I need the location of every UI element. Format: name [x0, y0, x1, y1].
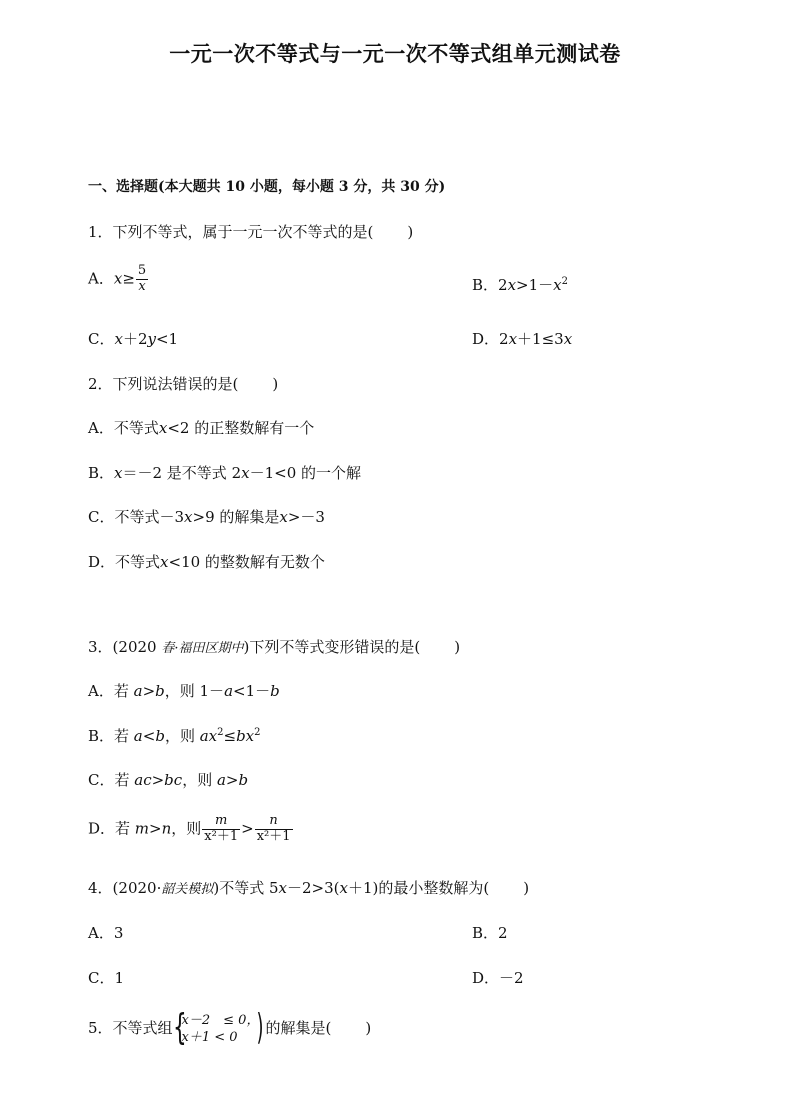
q1-a-numerator: 5 — [137, 263, 147, 278]
q3-d-f2-numerator: n — [269, 813, 278, 828]
q3-d-f1-denominator: x²＋1 — [204, 828, 239, 844]
q3-c-t3: ，则 — [182, 771, 217, 789]
q3-stem-a: 3．(2020 — [88, 638, 162, 656]
q3-stem-close: ) — [454, 638, 461, 656]
q3-b-sup1: 2 — [217, 727, 224, 738]
q3-d-t1: D．若 — [88, 819, 135, 838]
q2-b-t2: －1<0 的一个解 — [249, 464, 362, 482]
q3-b-v2: b — [155, 727, 165, 745]
q3-b-t1: B．若 — [88, 727, 134, 745]
q1-c-v2: y — [147, 330, 156, 348]
q1-b-v2: x — [553, 276, 562, 294]
q3-c-v1: ac — [134, 771, 152, 789]
q3-c-v2: bc — [164, 771, 183, 789]
q1-c-v1: x — [114, 330, 123, 348]
q3-b-t2: < — [142, 727, 156, 745]
q3-d-v2: n — [161, 819, 172, 838]
q2-d-v1: x — [160, 553, 169, 571]
question-4-stem — [88, 877, 529, 898]
q3-b-v3: ax — [199, 727, 218, 745]
q3-a-t1: A．若 — [88, 682, 134, 700]
q3-d-fraction-2 — [255, 814, 293, 845]
q1-stem-close: ) — [407, 223, 414, 241]
q3-b-sup2: 2 — [254, 727, 261, 738]
q3-a-v1: a — [133, 682, 143, 700]
q2-c-t2: >9 的解集是 — [192, 508, 280, 526]
q2-stem-text: 2．下列说法错误的是( — [88, 375, 239, 393]
q1-option-d — [472, 328, 572, 349]
q2-option-c — [88, 506, 325, 527]
q4-stem-d: ＋1)的最小整数解为( — [347, 879, 490, 897]
q1-stem-text: 1．下列不等式，属于一元一次不等式的是( — [88, 223, 374, 241]
q1-c-t1: ＋2 — [122, 330, 148, 348]
q3-b-v4: bx — [236, 727, 255, 745]
question-2-stem — [88, 373, 278, 394]
q2-option-a — [88, 417, 314, 438]
q3-option-b — [88, 725, 261, 746]
q5-row-1: x－2 ≤ 0， — [181, 1013, 260, 1028]
q4-option-d: D．－2 — [472, 969, 524, 987]
q1-b-label: B． — [472, 276, 499, 294]
page-title: 一元一次不等式与一元一次不等式组单元测试卷 — [169, 41, 621, 66]
q3-d-t2: > — [149, 819, 162, 838]
q2-a-t2: <2 的正整数解有一个 — [167, 419, 315, 437]
q1-a-label: A． — [88, 269, 114, 288]
section-heading: 一、选择题(本大题共 10 小题，每小题 3 分，共 30 分) — [88, 179, 446, 195]
q2-b-v0: x — [114, 464, 123, 482]
q3-a-v2: b — [155, 682, 165, 700]
q1-d-t1: 2 — [499, 330, 509, 348]
q2-c-t3: >－3 — [287, 508, 325, 526]
q1-a-denominator: x — [136, 279, 148, 295]
q4-v1: x — [278, 879, 287, 897]
q3-a-t2: > — [142, 682, 156, 700]
q5-inequality-system — [172, 1007, 266, 1048]
question-3-stem — [88, 636, 460, 657]
q3-a-v3: a — [224, 682, 234, 700]
q3-stem-b: )下列不等式变形错误的是( — [243, 638, 421, 656]
q3-source: 春·福田区期中 — [161, 641, 244, 656]
q1-a-fraction — [136, 264, 148, 295]
q3-a-v4: b — [270, 682, 280, 700]
q4-stem-c: －2>3( — [287, 879, 340, 897]
question-1-stem — [88, 221, 413, 242]
q2-b-v1: x — [241, 464, 250, 482]
q1-b-v1: x — [507, 276, 517, 294]
q1-d-label: D． — [472, 330, 500, 348]
q3-c-v4: b — [238, 771, 249, 789]
q2-d-t1: D．不等式 — [88, 553, 161, 571]
q4-stem-a: 4．(2020· — [88, 879, 162, 897]
q1-b-sup: 2 — [561, 276, 569, 287]
q2-a-v1: x — [158, 419, 168, 437]
q2-stem-close: ) — [272, 375, 279, 393]
q3-option-d — [88, 814, 294, 845]
q2-a-t1: A．不等式 — [88, 419, 159, 437]
q2-c-v2: x — [279, 508, 288, 526]
q3-d-f1-numerator: m — [215, 813, 228, 828]
q1-c-label: C． — [88, 330, 115, 348]
q2-b-t0: B． — [88, 464, 115, 482]
q3-d-v1: m — [134, 819, 150, 838]
q3-d-f2-denominator: x²＋1 — [256, 828, 291, 844]
q3-a-t3: ，则 1－ — [164, 682, 225, 700]
q3-option-c — [88, 769, 248, 790]
q3-option-a — [88, 680, 280, 701]
q1-b-t2: >1－ — [516, 276, 554, 294]
q4-stem-close: ) — [523, 879, 530, 897]
q3-a-t4: <1－ — [233, 682, 271, 700]
q1-c-t2: <1 — [155, 330, 179, 348]
q4-option-a: A．3 — [88, 924, 124, 942]
q1-d-v2: x — [563, 330, 573, 348]
q5-stem-text: 5．不等式组 — [88, 1019, 173, 1037]
q3-d-fraction-1 — [202, 814, 240, 845]
q2-option-b — [88, 462, 361, 483]
q1-a-op: ≥ — [122, 269, 135, 288]
q2-b-t1: ＝－2 是不等式 2 — [122, 464, 242, 482]
q1-d-t2: ＋1≤3 — [517, 330, 564, 348]
q5-row-2: x＋1 < 0 — [181, 1030, 238, 1045]
q3-c-t4: > — [225, 771, 239, 789]
q1-a-var: x — [113, 269, 123, 288]
question-5-stem — [88, 1007, 372, 1048]
q1-option-c — [88, 328, 178, 349]
q3-c-v3: a — [216, 771, 226, 789]
q3-d-t3: ，则 — [171, 819, 202, 838]
q4-option-b: B．2 — [472, 924, 508, 942]
q1-d-v1: x — [508, 330, 518, 348]
q3-b-v1: a — [133, 727, 143, 745]
q1-b-t1: 2 — [498, 276, 508, 294]
q4-option-c: C．1 — [88, 969, 125, 987]
q2-c-t1: C．不等式－3 — [88, 508, 185, 526]
q2-option-d — [88, 551, 325, 572]
q5-stem-close: ) — [365, 1019, 372, 1037]
q2-d-t2: <10 的整数解有无数个 — [168, 553, 325, 571]
left-brace-icon: { — [172, 1007, 187, 1048]
q4-v2: x — [339, 879, 348, 897]
q3-d-gt: > — [241, 819, 254, 838]
q4-stem-b: )不等式 5 — [213, 879, 279, 897]
q1-option-b — [472, 274, 568, 295]
right-paren-icon: ) — [256, 1007, 264, 1048]
q1-option-a — [88, 264, 149, 295]
q5-stem-b: 的解集是( — [265, 1019, 332, 1037]
q2-c-v1: x — [184, 508, 193, 526]
q3-c-t2: > — [151, 771, 165, 789]
q3-b-t4: ≤ — [223, 727, 237, 745]
q3-c-t1: C．若 — [88, 771, 135, 789]
q3-b-t3: ，则 — [164, 727, 200, 745]
q4-source: 韶关模拟 — [161, 882, 214, 897]
